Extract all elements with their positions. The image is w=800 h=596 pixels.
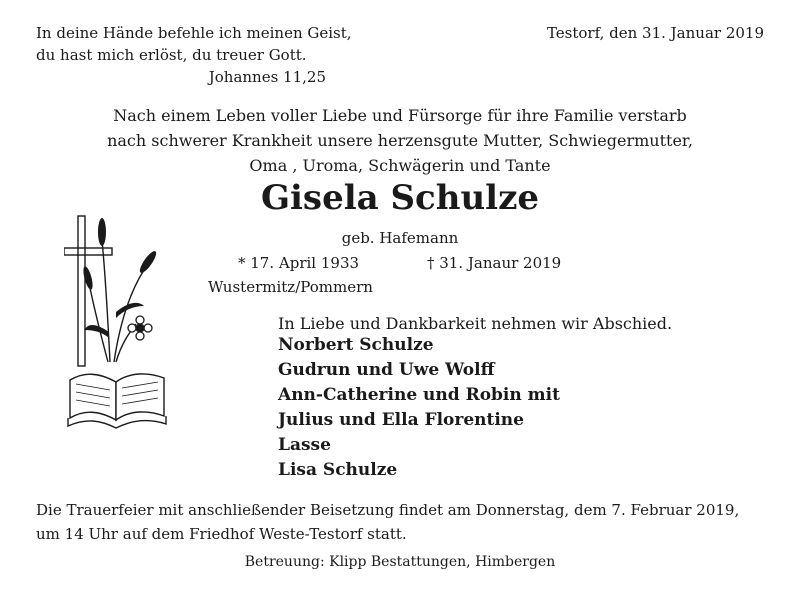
birth-date: * 17. April 1933: [238, 254, 360, 272]
birthplace: Wustermitz/Pommern: [208, 278, 373, 296]
list-item: Norbert Schulze: [278, 335, 434, 355]
birth-name: geb. Hafemann: [341, 229, 459, 247]
cross-wheat-book-icon: [64, 212, 174, 444]
bible-verse: [36, 22, 352, 88]
death-date: † 31. Janaur 2019: [427, 254, 562, 272]
intro-line: nach schwerer Krankheit unsere herzensgute Mutter, Schwiegermutter,: [107, 131, 693, 150]
funeral-info-line: Die Trauerfeier mit anschließender Beisetzung findet am Donnerstag, dem 7. Februar 2019,: [36, 501, 740, 519]
funeral-info-line: um 14 Uhr auf dem Friedhof Weste-Testorf statt.: [36, 525, 407, 543]
undertaker-credit: Betreuung: Klipp Bestattungen, Himbergen: [244, 554, 556, 570]
intro-line: Nach einem Leben voller Liebe und Fürsorge für ihre Familie verstarb: [113, 106, 687, 125]
list-item: Lasse: [278, 435, 331, 455]
intro-text: [0, 103, 800, 178]
intro-line: Oma , Uroma, Schwägerin und Tante: [249, 156, 551, 175]
verse-reference: Johannes 11,25: [208, 68, 326, 86]
list-item: Ann-Catherine und Robin mit: [278, 385, 560, 405]
place-date: Testorf, den 31. Januar 2019: [546, 24, 764, 42]
funeral-info: [36, 499, 739, 547]
mourners-list: [278, 333, 560, 483]
list-item: Gudrun und Uwe Wolff: [278, 360, 495, 380]
verse-line: In deine Hände befehle ich meinen Geist,: [36, 24, 352, 42]
list-item: Lisa Schulze: [278, 460, 398, 480]
verse-line: du hast mich erlöst, du treuer Gott.: [36, 46, 307, 64]
farewell-text: In Liebe und Dankbarkeit nehmen wir Abschied.: [278, 314, 673, 333]
list-item: Julius und Ella Florentine: [278, 410, 524, 430]
deceased-name: Gisela Schulze: [260, 178, 540, 218]
